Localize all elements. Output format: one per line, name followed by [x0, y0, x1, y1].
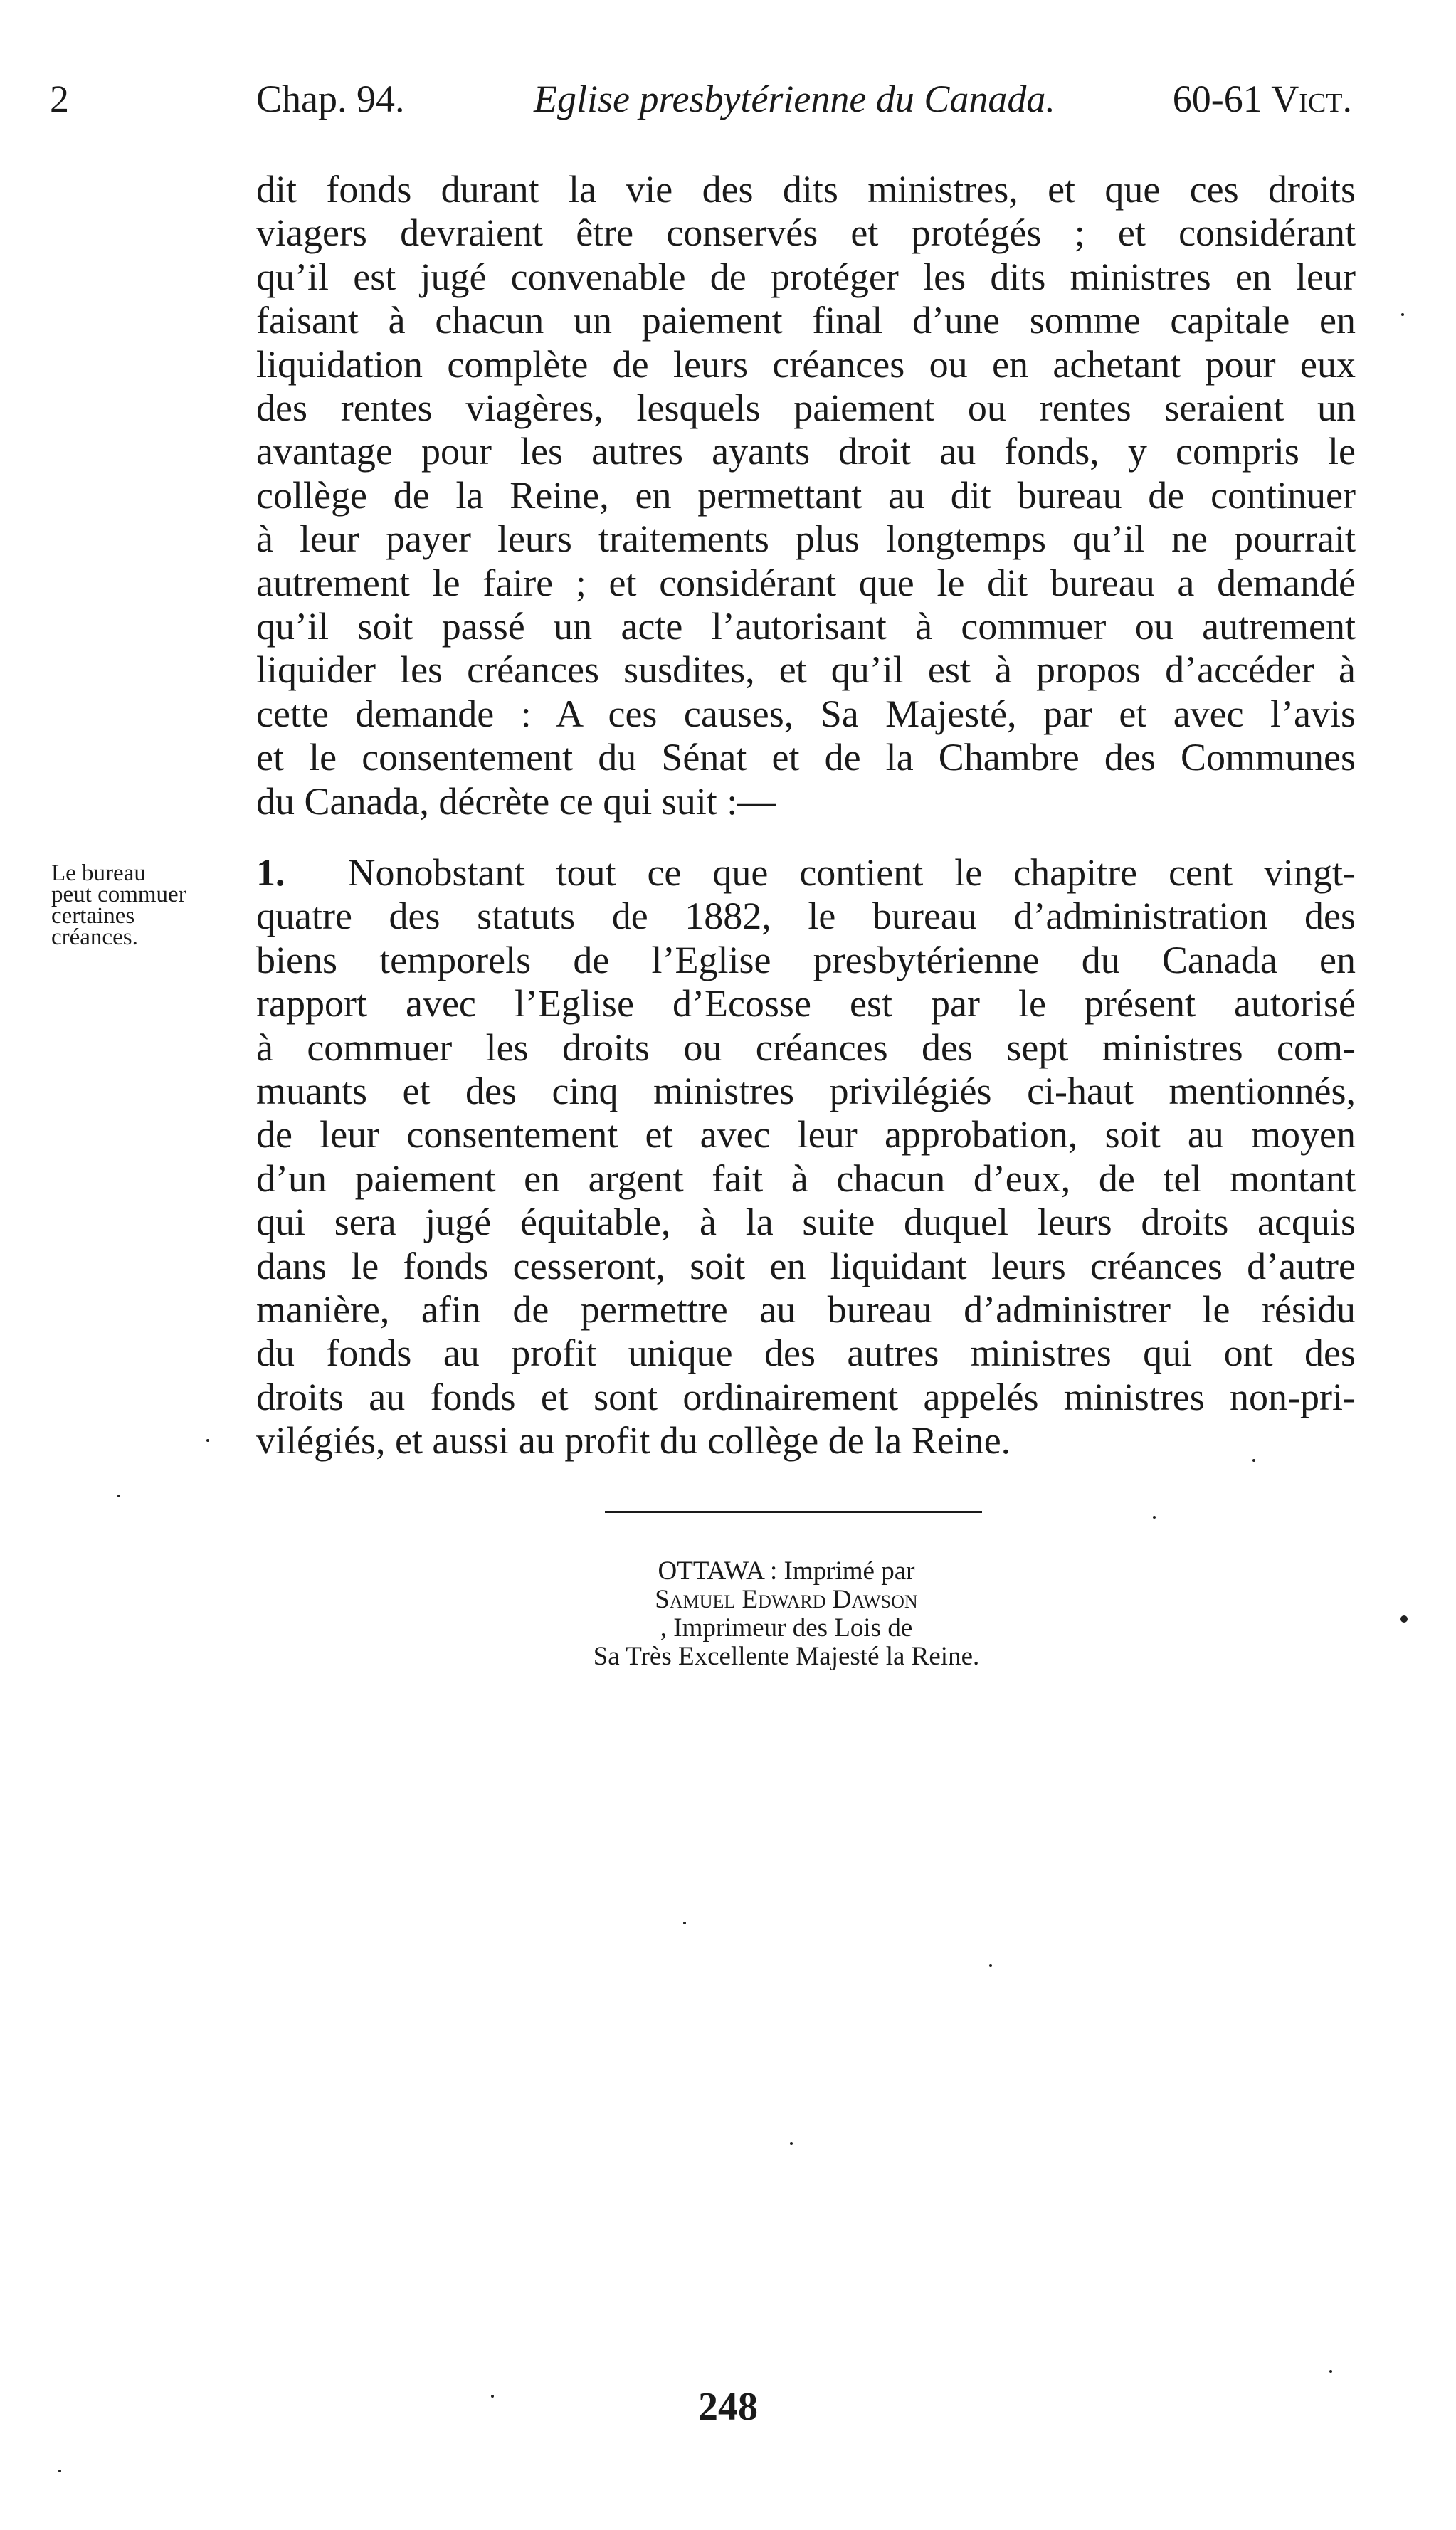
text-line: collège de la Reine, en permettant au dit bureau de continuer: [256, 473, 1356, 517]
ink-speck: [1252, 1459, 1255, 1462]
section-first-line-text: Nonobstant tout ce que contient le chapitre cent vingt-: [347, 851, 1356, 894]
text-line: avantage pour les autres ayants droit au fonds, y compris le: [256, 430, 1356, 473]
text-line: à commuer les droits ou créances des sept ministres com-: [256, 1026, 1356, 1069]
text-line: à leur payer leurs traitements plus longtemps qu’il ne pourrait: [256, 517, 1356, 561]
ink-speck: [989, 1964, 992, 1967]
marginal-note-line: peut commuer: [51, 882, 186, 907]
ink-speck: [491, 2395, 494, 2398]
ink-speck: [1153, 1516, 1156, 1519]
imprint-prefix: OTTAWA : Imprimé par: [658, 1556, 915, 1586]
preamble-paragraph: [256, 168, 1356, 823]
imprint-suffix: , Imprimeur des Lois de: [660, 1613, 913, 1643]
text-line: viagers devraient être conservés et protégés ; et considérant: [256, 211, 1356, 255]
running-header: [50, 77, 1352, 127]
text-line: qu’il soit passé un acte l’autorisant à commuer ou autrement: [256, 605, 1356, 648]
marginal-note: [51, 860, 243, 950]
header-chapter: Chap. 94.: [256, 78, 405, 120]
ink-speck: [790, 2142, 793, 2145]
text-line: vilégiés, et aussi au profit du collège de la Reine.: [256, 1419, 1011, 1462]
text-line: cette demande : A ces causes, Sa Majesté, par et avec l’avis: [256, 692, 1356, 735]
horizontal-rule: [605, 1511, 982, 1513]
text-line: de leur consentement et avec leur approbation, soit au moyen: [256, 1113, 1356, 1156]
ink-speck: [1329, 2370, 1332, 2373]
marginal-note-line: Le bureau: [51, 860, 146, 886]
header-title: Eglise presbytérienne du Canada.: [534, 78, 1055, 120]
ink-speck: [1401, 313, 1404, 316]
text-line: liquidation complète de leurs créances ou en achetant pour eux: [256, 342, 1356, 386]
ink-speck: [117, 1495, 120, 1497]
text-line: et le consentement du Sénat et de la Chambre des Communes: [256, 736, 1356, 779]
footer-page-number: 248: [698, 2385, 758, 2429]
imprint-line-2: Sa Très Excellente Majesté la Reine.: [593, 1642, 980, 1671]
marginal-note-line: créances.: [51, 924, 138, 950]
printer-imprint: [235, 1557, 1338, 1671]
ink-speck: [206, 1439, 209, 1442]
text-line: qu’il est jugé convenable de protéger les dits ministres en leur: [256, 255, 1356, 298]
text-line: quatre des statuts de 1882, le bureau d’administration des: [256, 895, 1356, 938]
text-line: du Canada, décrète ce qui suit :—: [256, 779, 776, 823]
text-line: du fonds au profit unique des autres ministres qui ont des: [256, 1332, 1356, 1375]
header-page-number: 2: [50, 78, 69, 120]
text-line: d’un paiement en argent fait à chacun d’eux, de tel montant: [256, 1156, 1356, 1200]
header-regnal-year: 60-61 Vict.: [1172, 78, 1352, 120]
text-line: manière, afin de permettre au bureau d’administrer le résidu: [256, 1288, 1356, 1332]
printer-name: Samuel Edward Dawson: [655, 1585, 918, 1614]
text-line: autrement le faire ; et considérant que le dit bureau a demandé: [256, 561, 1356, 604]
section-1: [256, 851, 1356, 1463]
marginal-note-line: certaines: [51, 903, 135, 929]
text-line: liquider les créances susdites, et qu’il est à propos d’accéder à: [256, 648, 1356, 692]
imprint-line-1: [235, 1557, 1338, 1643]
text-line: dans le fonds cesseront, soit en liquidant leurs créances d’autre: [256, 1244, 1356, 1287]
section-number: 1.: [256, 851, 285, 894]
ink-speck: [683, 1922, 686, 1924]
text-line: faisant à chacun un paiement final d’une somme capitale en: [256, 299, 1356, 342]
section-first-line: [256, 851, 1356, 895]
text-line: des rentes viagères, lesquels paiement ou rentes seraient un: [256, 386, 1356, 430]
text-line: muants et des cinq ministres privilégiés ci-haut mentionnés,: [256, 1070, 1356, 1113]
text-line: qui sera jugé équitable, à la suite duquel leurs droits acquis: [256, 1201, 1356, 1244]
text-line: droits au fonds et sont ordinairement appelés ministres non-pri-: [256, 1375, 1356, 1418]
ink-speck: [58, 2470, 61, 2472]
text-line: dit fonds durant la vie des dits ministres, et que ces droits: [256, 168, 1356, 211]
text-line: rapport avec l’Eglise d’Ecosse est par le présent autorisé: [256, 982, 1356, 1026]
ink-speck: [1400, 1615, 1408, 1623]
text-line: biens temporels de l’Eglise presbytérienne du Canada en: [256, 938, 1356, 981]
